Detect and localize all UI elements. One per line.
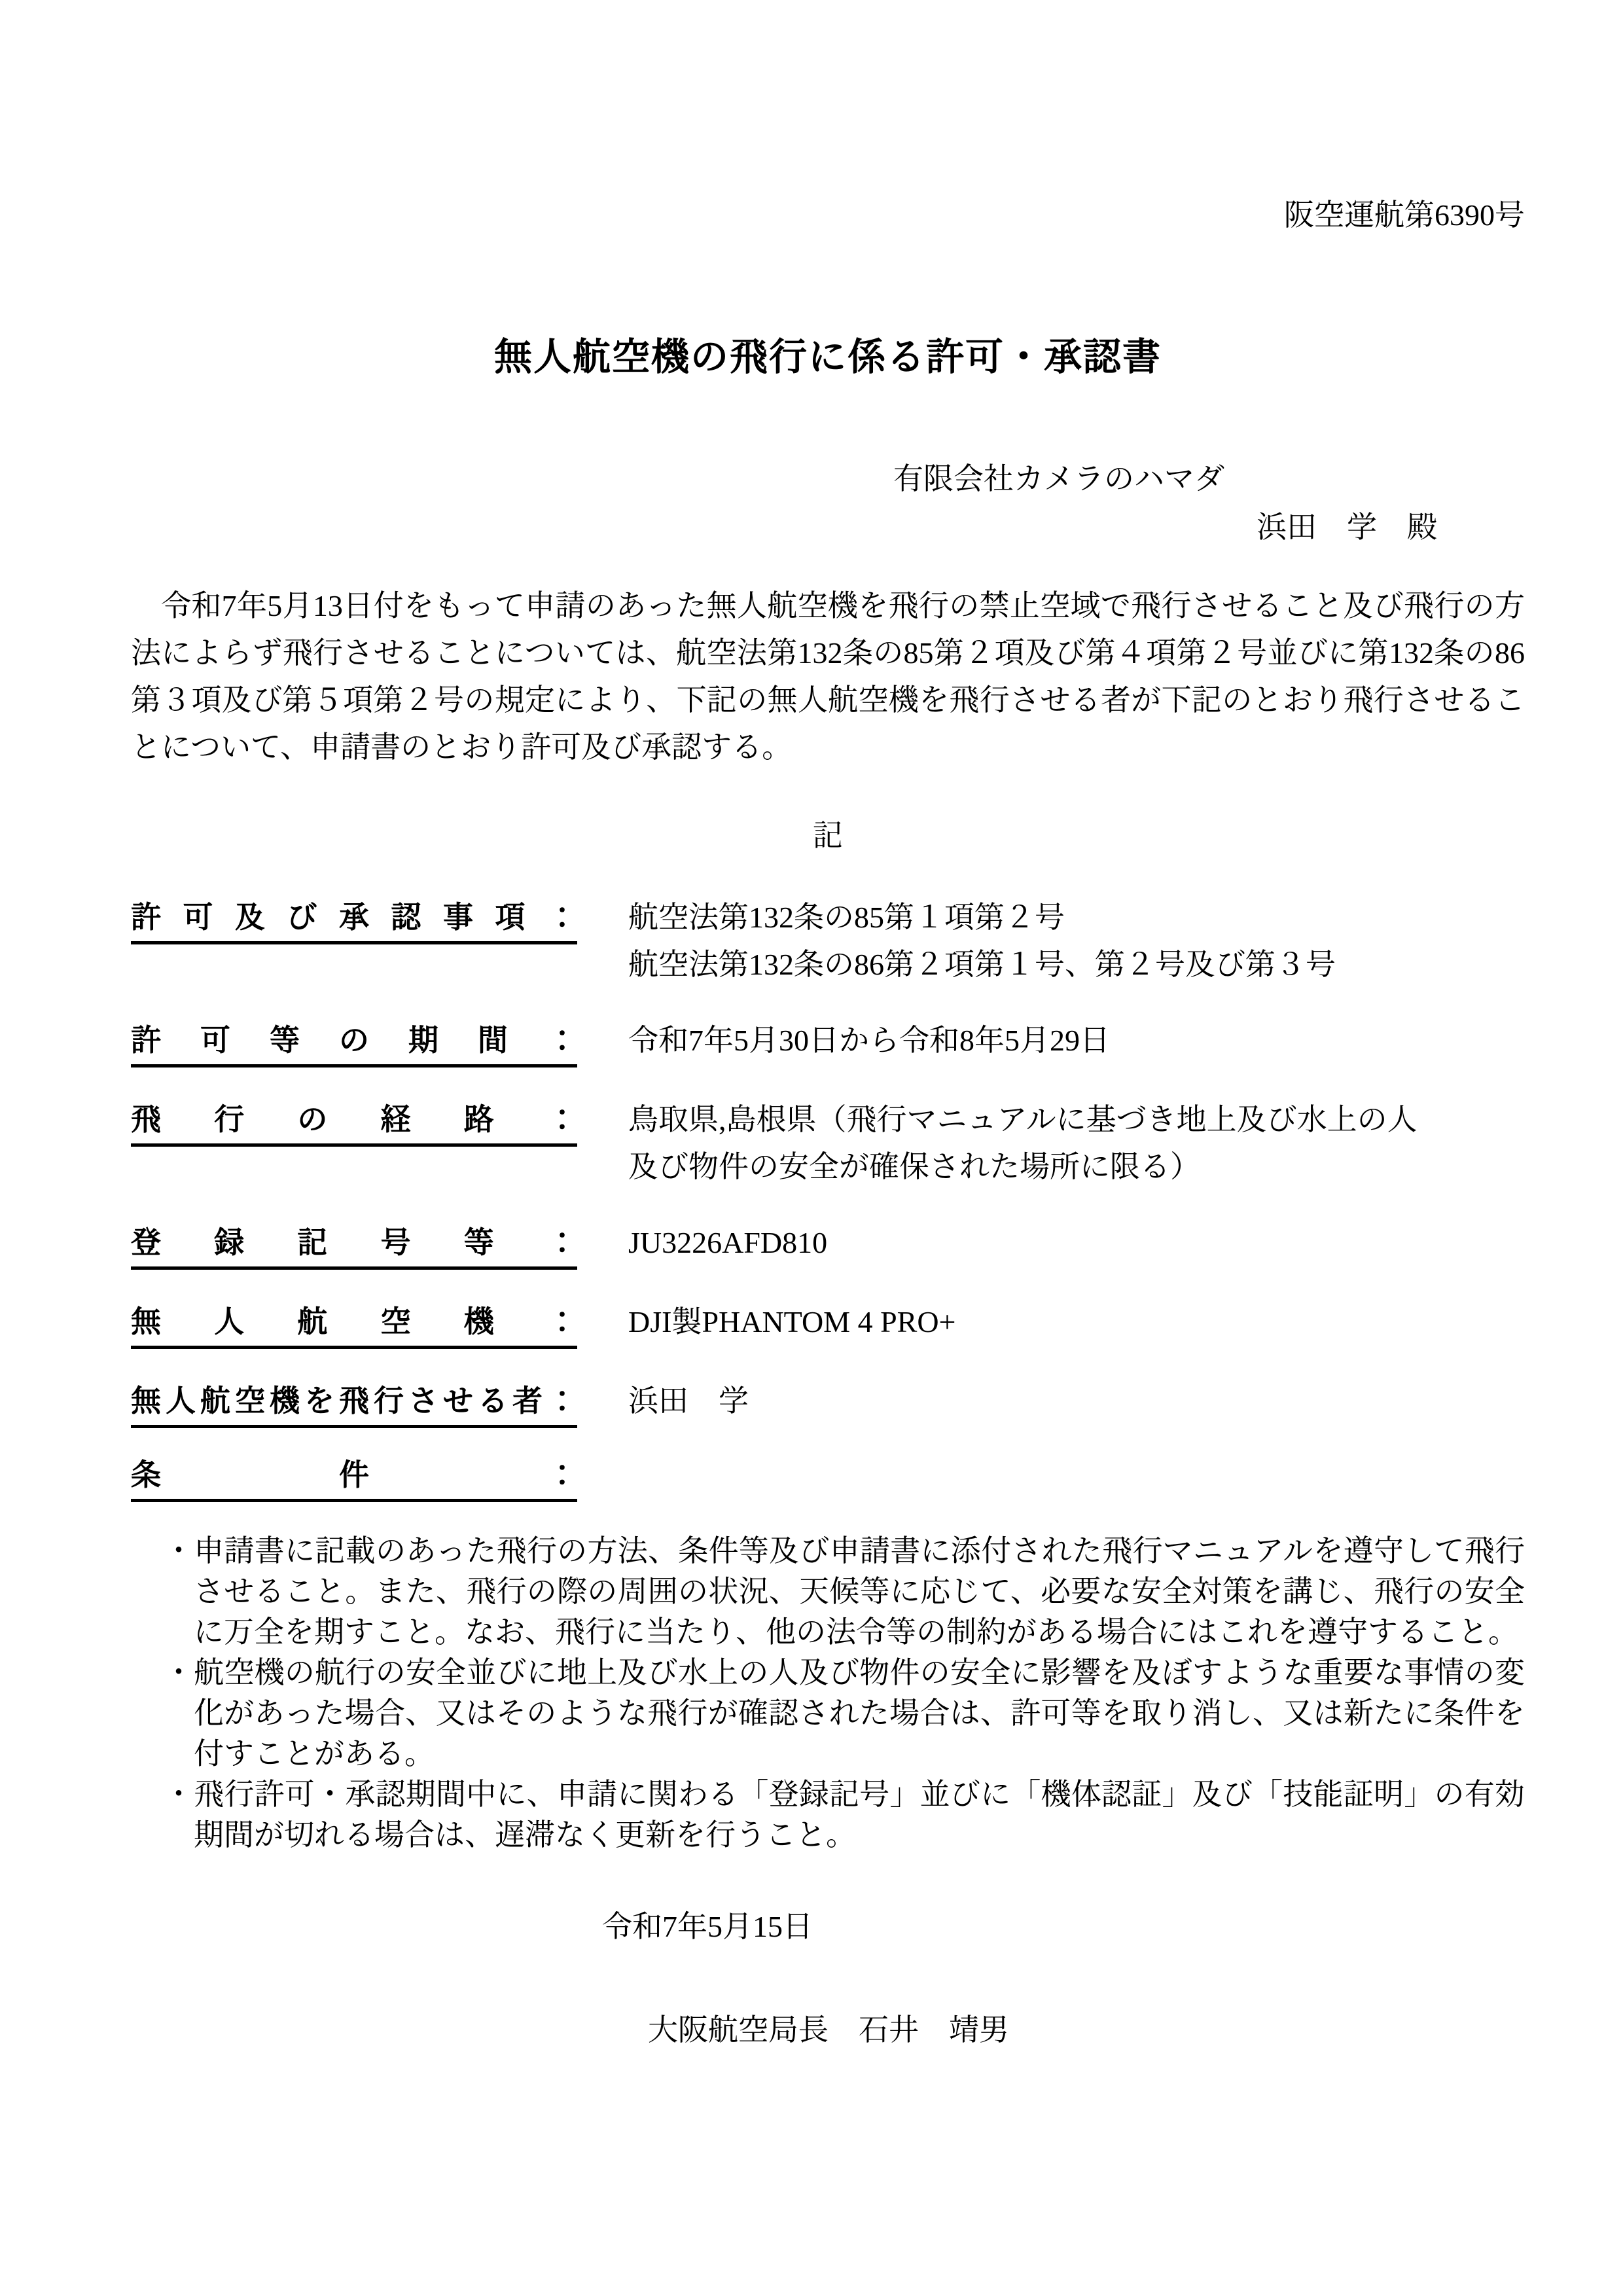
item-value-line: 航空法第132条の86第２項第１号、第２号及び第３号 [628,948,1336,981]
item-row-flight-route [131,1096,1525,1191]
condition-item: ・航空機の航行の安全並びに地上及び水上の人及び物件の安全に影響を及ぼすような重要な事情の変化があった場合、又はそのような飛行が確認された場合は、許可等を取り消し、又は新たに条件を付すことがある。 [164,1656,1525,1770]
condition-item: ・申請書に記載のあった飛行の方法、条件等及び申請書に添付された飛行マニュアルを遵守して飛行させること。また、飛行の際の周囲の状況、天候等に応じて、必要な安全対策を講じ、飛行の安全に万全を期すこと。なお、飛行に当たり、他の法令等の制約がある場合にはこれを遵守すること。 [164,1534,1525,1649]
item-row-approval-matters [131,894,1525,988]
item-value-line: 浜田 学 [628,1384,749,1418]
item-label: 無人航空機を飛行させる者： [131,1383,577,1428]
item-label: 許可及び承認事項： [131,899,577,944]
item-label: 登録記号等： [131,1225,577,1270]
conditions-list [131,1531,1525,1856]
issue-date: 令和7年5月15日 [602,1910,813,1943]
item-value [628,1378,749,1425]
item-row-conditions [131,1457,1525,1502]
record-marker: 記 [813,819,843,852]
item-value-line: JU3226AFD810 [628,1226,828,1259]
item-value-line: 令和7年5月30日から令和8年5月29日 [628,1024,1110,1057]
items-list [131,894,1525,1502]
item-value-line: DJI製PHANTOM 4 PRO+ [628,1305,956,1338]
item-label: 飛行の経路： [131,1102,577,1147]
item-value [628,1096,1418,1191]
doc-number: 阪空運航第6390号 [1284,198,1525,232]
item-value [628,1219,827,1266]
item-value-line: 鳥取県,島根県（飛行マニュアルに基づき地上及び水上の人 [628,1103,1418,1136]
condition-item: ・飛行許可・承認期間中に、申請に関わる「登録記号」並びに「機体認証」及び「技能証明」の有効期間が切れる場合は、遅滞なく更新を行うこと。 [164,1778,1525,1852]
item-label: 無人航空機： [131,1304,577,1349]
item-row-permission-period [131,1017,1525,1067]
item-label: 許可等の期間： [131,1022,577,1067]
addressee-block [131,460,1525,547]
page-title: 無人航空機の飛行に係る許可・承認書 [493,336,1162,378]
item-value [628,894,1336,988]
addressee-company: 有限会社カメラのハマダ [893,462,1224,495]
item-value [628,1299,956,1346]
item-row-operator [131,1378,1525,1428]
issuer-signature: 大阪航空局長 石井 靖男 [648,2013,1009,2047]
body-paragraph: 令和7年5月13日付をもって申請のあった無人航空機を飛行の禁止空域で飛行させること及び飛行の方法によらず飛行させることについては、航空法第132条の85第２項及び第４項第２号並びに第132条の86第３項及び第５項第２号の規定により、下記の無人航空機を飛行させる者が下記のとおり飛行させることについて、申請書のとおり許可及び承認する。 [131,589,1525,764]
item-value-line: 及び物件の安全が確保された場所に限る） [628,1150,1200,1183]
item-row-registration-id [131,1219,1525,1270]
item-value-line: 航空法第132条の85第１項第２号 [628,901,1065,934]
item-value [628,1017,1110,1064]
addressee-person: 浜田 学 殿 [1257,511,1437,544]
item-label: 条件： [131,1457,577,1502]
item-row-uav-model [131,1299,1525,1349]
